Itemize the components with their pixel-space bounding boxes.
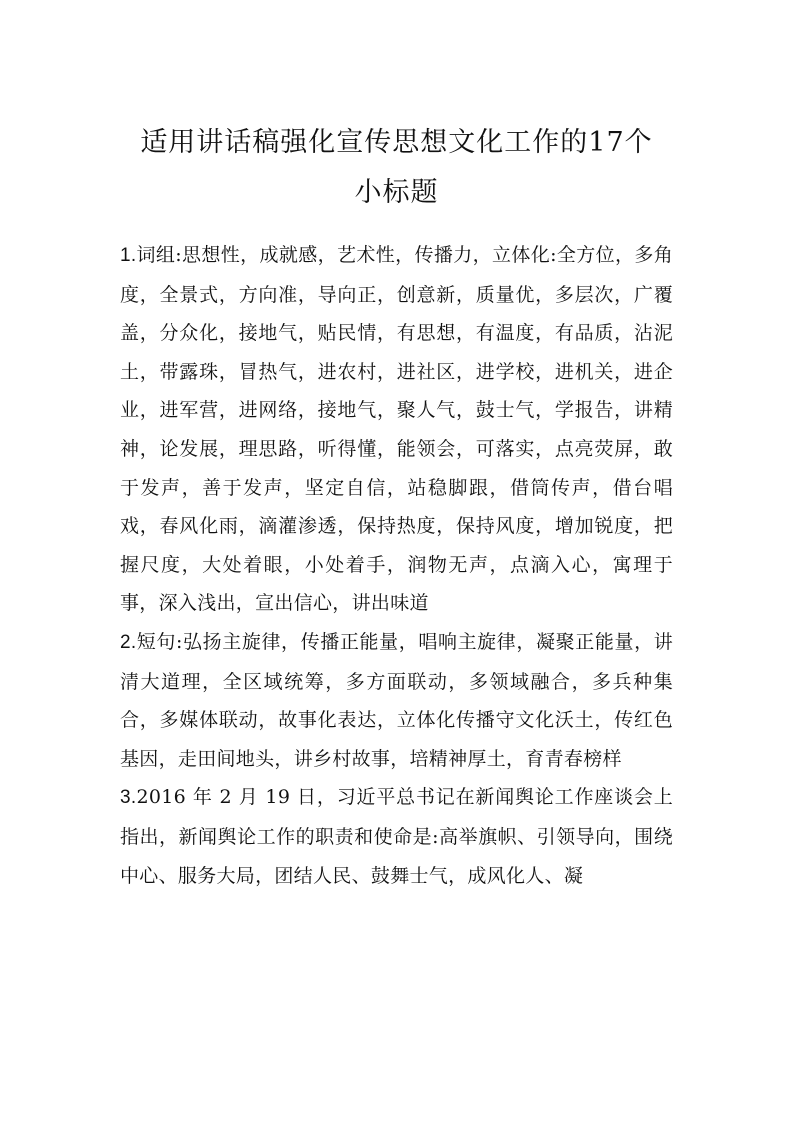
title-line-1: 适用讲话稿强化宣传思想文化工作的17个: [140, 127, 653, 158]
title-line-2: 小标题: [354, 177, 439, 208]
paragraph-text: 短句:弘扬主旋律，传播正能量，唱响主旋律，凝聚正能量，讲清大道理，全区域统筹，多方面联动，多领域融合，多兵种集合，多媒体联动，故事化表达，立体化传播守文化沃土，传红色基因，走田间地头，讲乡村故事，培精神厚土，育青春榜样: [120, 630, 673, 770]
paragraph-number: 1.: [120, 245, 137, 266]
paragraph-text: 2016 年 2 月 19 日，习近平总书记在新闻舆论工作座谈会上指出，新闻舆论工作的职责和使命是:高举旗帜、引领导向，围绕中心、服务大局，团结人民、鼓舞士气，成风化人、凝: [120, 786, 673, 887]
paragraph-1: [120, 236, 673, 623]
paragraph-2: [120, 623, 673, 778]
paragraph-number: 2.: [120, 631, 137, 653]
paragraph-3: [120, 778, 673, 895]
paragraph-number: 3.: [120, 787, 137, 809]
document-title: [120, 118, 673, 218]
paragraph-text: 词组:思想性，成就感，艺术性，传播力，立体化:全方位，多角度，全景式，方向准，导向正，创意新，质量优，多层次，广覆盖，分众化，接地气，贴民情，有思想，有温度，有品质，沾泥土，带露珠，冒热气，进农村，进社区，进学校，进机关，进企业，进军营，进网络，接地气，聚人气，鼓士气，学报告，讲精神，论发展，理思路，听得懂，能领会，可落实，点亮荧屏，敢于发声，善于发声，坚定自信，站稳脚跟，借筒传声，借台唱戏，春风化雨，滴灌渗透，保持热度，保持风度，增加锐度，把握尺度，大处着眼，小处着手，润物无声，点滴入心，寓理于事，深入浅出，宣出信心，讲出味道: [120, 244, 673, 615]
